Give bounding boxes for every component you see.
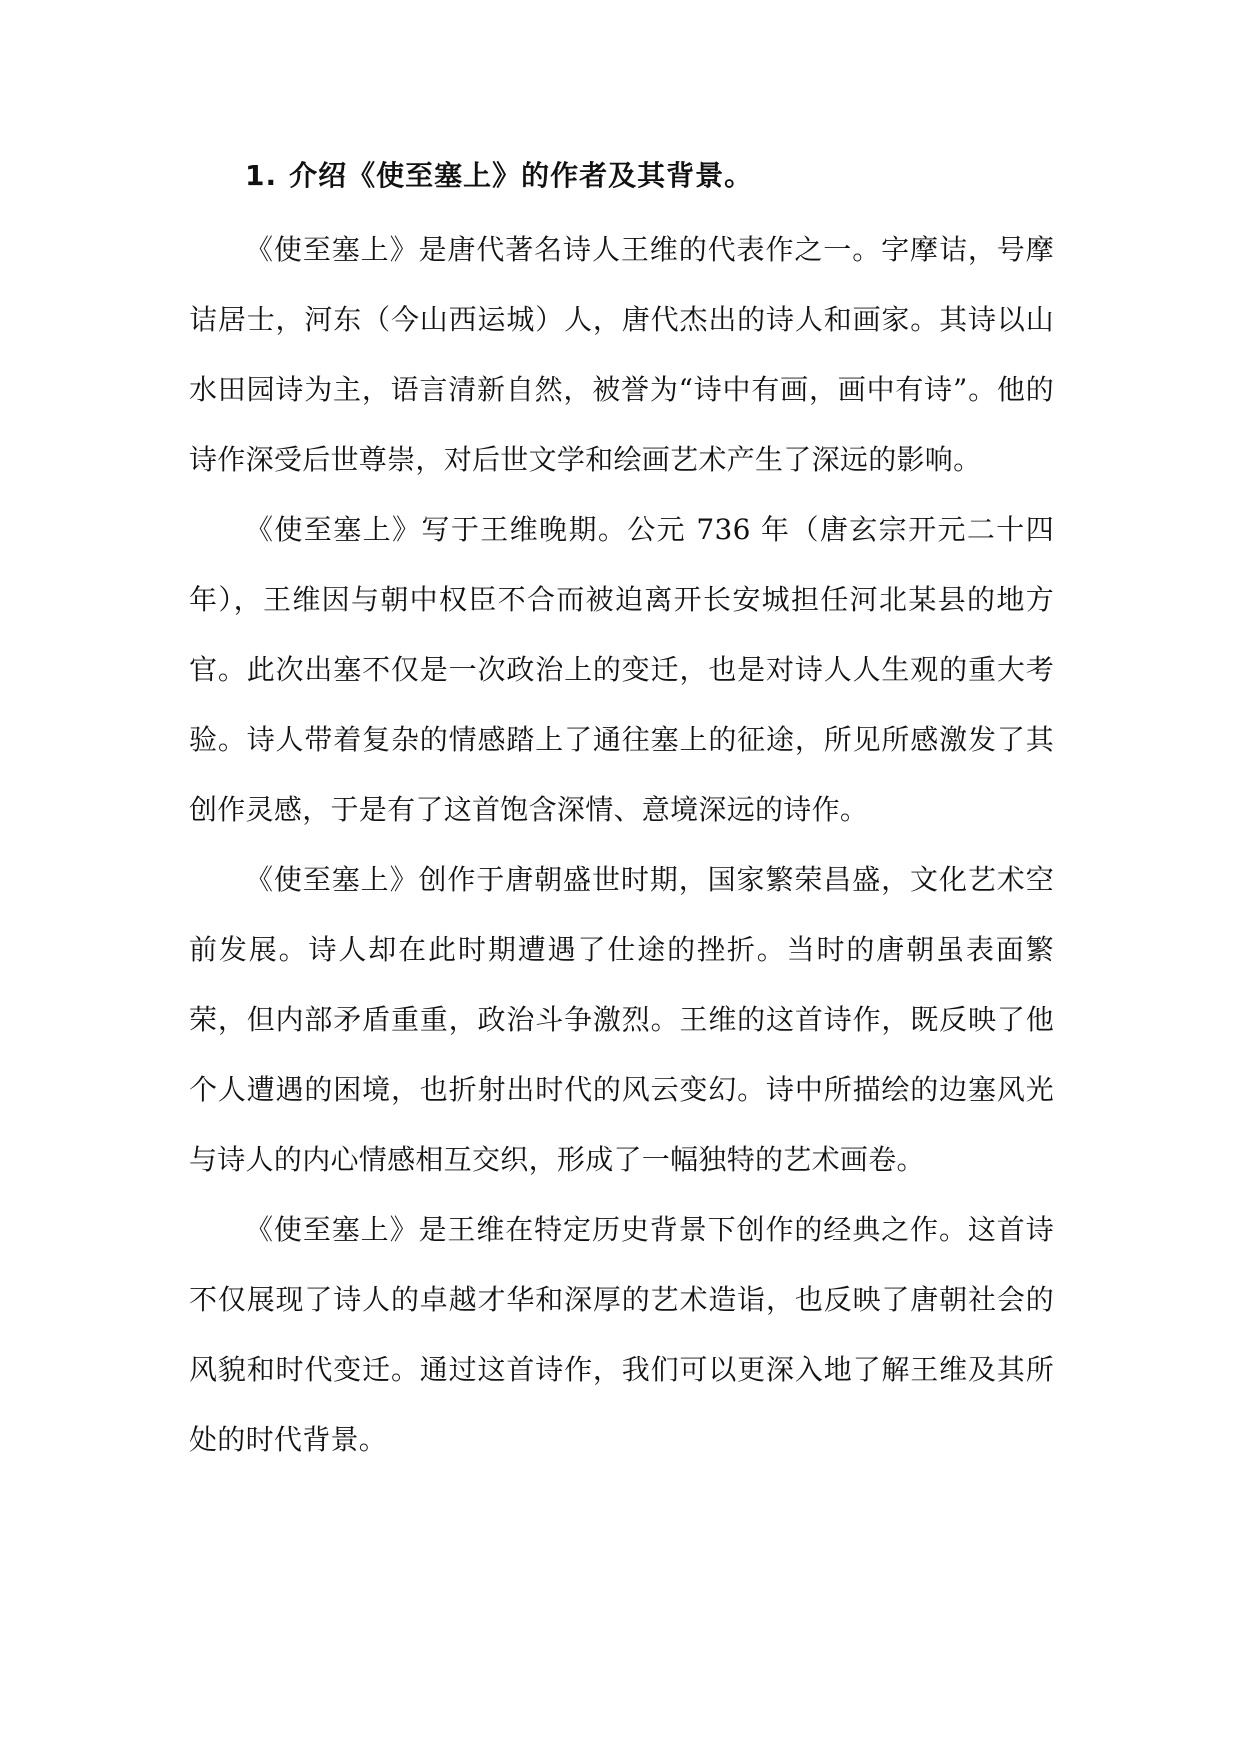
paragraph-historical-context: 《使至塞上》创作于唐朝盛世时期，国家繁荣昌盛，文化艺术空前发展。诗人却在此时期遭遇了仕途的挫折。当时的唐朝虽表面繁荣，但内部矛盾重重，政治斗争激烈。王维的这首诗作，既反映了他个人遭遇的困境，也折射出时代的风云变幻。诗中所描绘的边塞风光与诗人的内心情感相互交织，形成了一幅独特的艺术画卷。 [189,863,1054,1176]
paragraph-writing-time: 《使至塞上》写于王维晚期。公元 736 年（唐玄宗开元二十四年），王维因与朝中权臣不合而被迫离开长安城担任河北某县的地方官。此次出塞不仅是一次政治上的变迁，也是对诗人人生观的重大考验。诗人带着复杂的情感踏上了通往塞上的征途，所见所感激发了其创作灵感，于是有了这首饱含深情、意境深远的诗作。 [189,513,1054,826]
heading-spacer [189,207,1054,215]
paragraph-author: 《使至塞上》是唐代著名诗人王维的代表作之一。字摩诘，号摩诘居士，河东（今山西运城）人，唐代杰出的诗人和画家。其诗以山水田园诗为主，语言清新自然，被誉为“诗中有画，画中有诗”。他的诗作深受后世尊崇，对后世文学和绘画艺术产生了深远的影响。 [189,233,1054,476]
section-heading [245,145,1054,207]
section-number: 1. [245,159,278,192]
document-body [189,145,1054,1475]
section-title: 介绍《使至塞上》的作者及其背景。 [289,159,754,192]
paragraph-conclusion: 《使至塞上》是王维在特定历史背景下创作的经典之作。这首诗不仅展现了诗人的卓越才华和深厚的艺术造诣，也反映了唐朝社会的风貌和时代变迁。通过这首诗作，我们可以更深入地了解王维及其所处的时代背景。 [189,1213,1054,1456]
